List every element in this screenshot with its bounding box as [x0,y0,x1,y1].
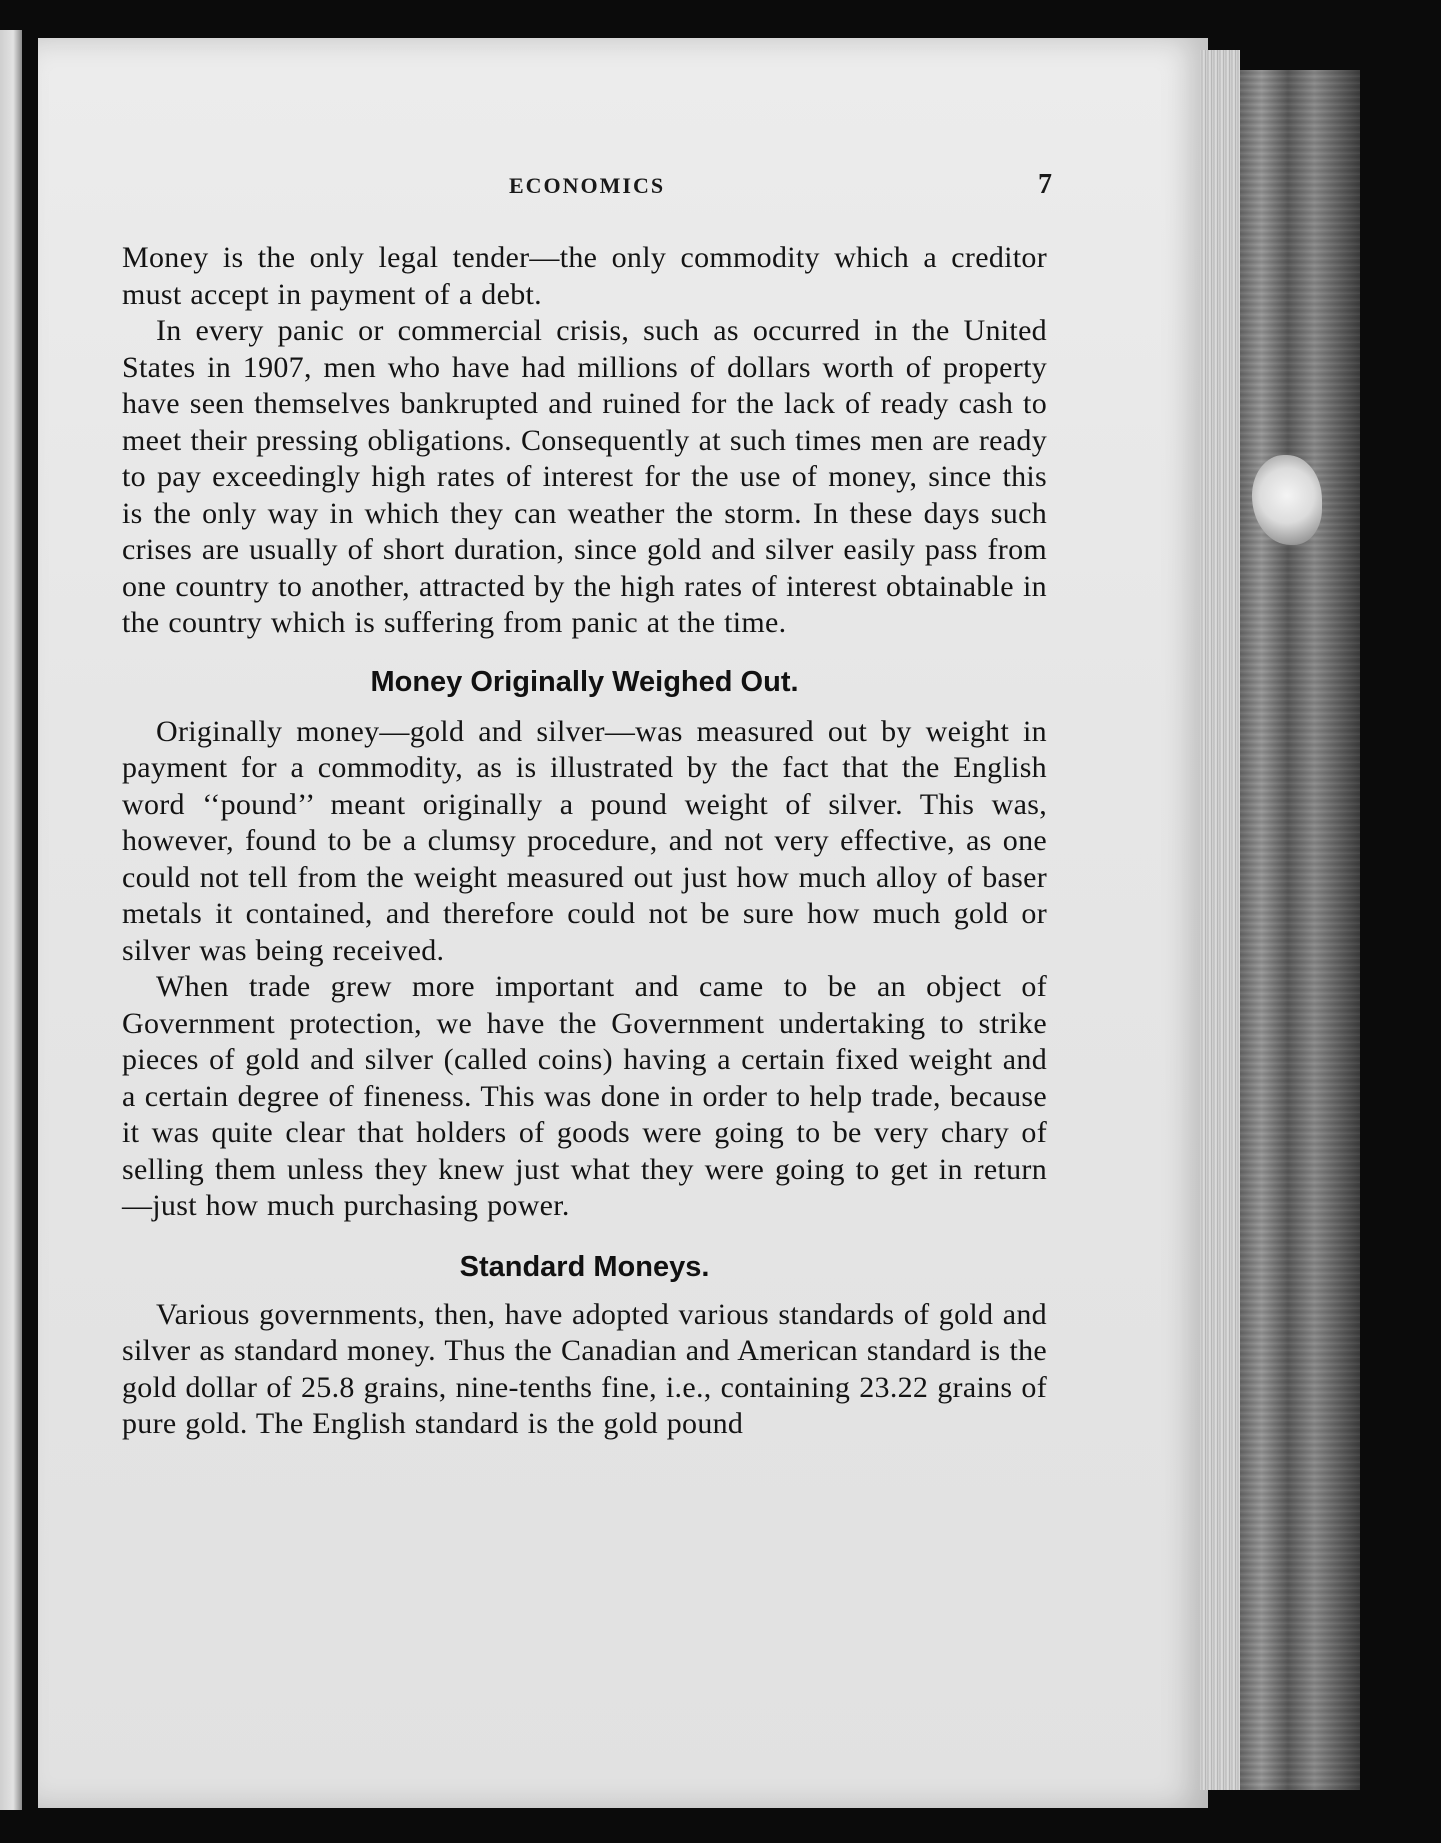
section-heading-standard-moneys: Standard Moneys. [459,1250,710,1283]
paragraph-coins: When trade grew more important and came to be an object of Government protection, we have the Government undertaking to strike pieces of gold and silver (called coins) having a certain fixed weight and a certain degree of fineness. This was done in order to help trade, because it was quite clear that holders of goods were going to be very chary of selling them unless they knew just what they were going to get in return—just how much purchasing power. [122,970,1047,1222]
paragraph-legal-tender: Money is the only legal tender—the only commodity which a creditor must accept in payment of a debt. [122,241,1047,311]
running-head: ECONOMICS [508,173,666,198]
page-header [122,169,1052,213]
section-heading-weighed-out: Money Originally Weighed Out. [370,665,799,698]
page-stack-edge [1200,50,1240,1790]
page-number: 7 [1038,169,1052,200]
book-spine [1240,70,1360,1790]
paragraph-panic: In every panic or commercial crisis, such as occurred in the United States in 1907, men who have had millions of dollars worth of property have seen themselves bankrupted and ruined for the lack of ready cash to meet their pressing obligations. Consequently at such times men are ready to pay exceedingly high rates of interest for the use of money, since this is the only way in which they can weather the storm. In these days such crises are usually of short duration, since gold and silver easily pass from one country to another, attracted by the high rates of interest obtainable in the country which is suffering from panic at the time. [122,314,1047,639]
paragraph-weighed-out: Originally money—gold and silver—was measured out by weight in payment for a commodity, as is illustrated by the fact that the English word ‘‘pound’’ meant originally a pound weight of silver. This was, however, found to be a clumsy procedure, and not very effective, as one could not tell from the weight measured out just how much alloy of baser metals it contained, and therefore could not be sure how much gold or silver was being received. [122,714,1047,967]
page-body [122,240,1047,1443]
previous-page-edge [0,30,22,1810]
paragraph-standard-moneys: Various governments, then, have adopted various standards of gold and silver as standard money. Thus the Canadian and American standard is the gold dollar of 25.8 grains, nine-tenths fine, i.e., containing 23.22 grains of pure gold. The English standard is the gold pound [122,1297,1047,1440]
